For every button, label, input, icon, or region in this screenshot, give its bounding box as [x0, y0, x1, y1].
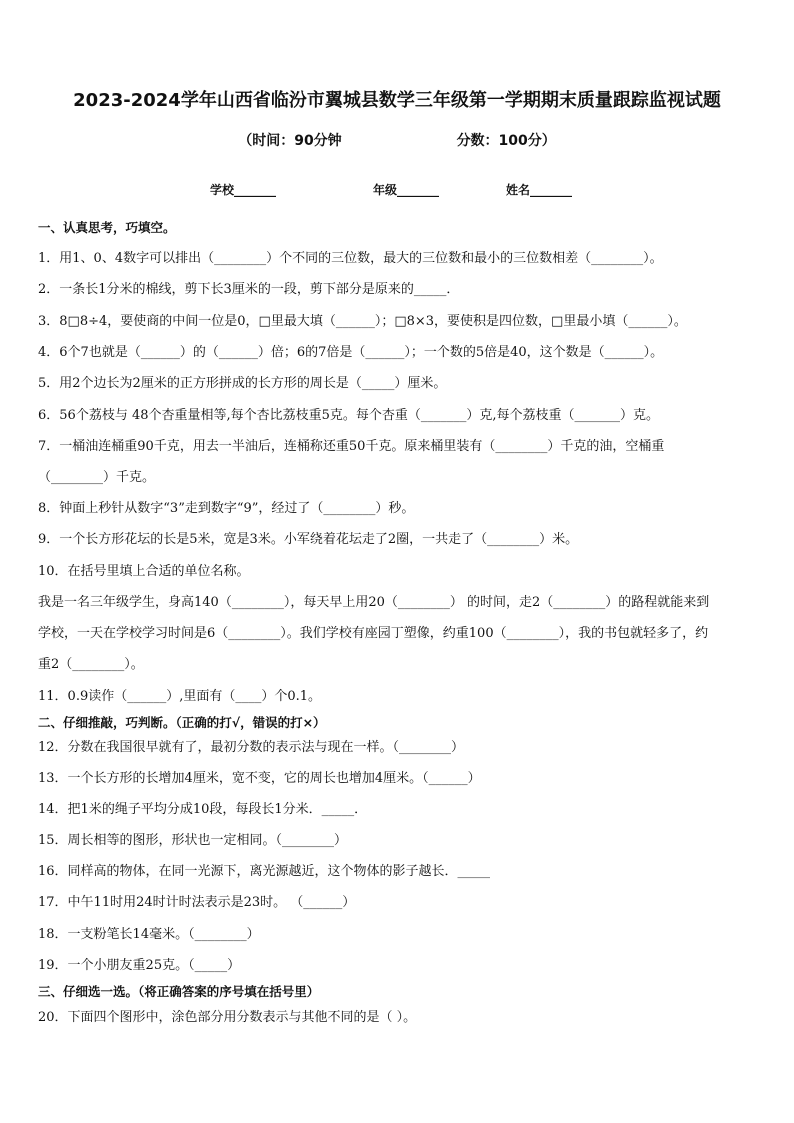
question-line: 18．一支粉笔长14毫米。（________） [38, 927, 260, 942]
section-heading: 一、认真思考，巧填空。 [38, 220, 176, 235]
question-line: 11．0.9读作（______）,里面有（____）个0.1。 [38, 689, 322, 704]
name-field: 姓名_______ [506, 183, 573, 197]
question-line: 我是一名三年级学生，身高140（________），每天早上用20（________） 的时间，走2（________）的路程就能来到 [38, 595, 710, 610]
question-line: 6．56个荔枝与 48个杏重量相等,每个杏比荔枝重5克。每个杏重（_______）克,每个荔枝重（_______）克。 [38, 408, 660, 423]
question-line: 19．一个小朋友重25克。（_____） [38, 958, 241, 973]
question-line: 20．下面四个图形中，涂色部分用分数表示与其他不同的是（ ）。 [38, 1010, 417, 1025]
question-line: 2．一条长1分米的棉线，剪下长3厘米的一段，剪下部分是原来的_____． [38, 282, 460, 297]
question-line: 17．中午11时用24时计时法表示是23时。 （______） [38, 895, 356, 910]
question-line: （________）千克。 [38, 470, 156, 485]
exam-meta [0, 130, 794, 150]
exam-score: 分数：100分） [456, 133, 556, 149]
page-title: 2023-2024学年山西省临汾市翼城县数学三年级第一学期期末质量跟踪监视试题 [73, 90, 721, 111]
question-line: 12．分数在我国很早就有了，最初分数的表示法与现在一样。（________） [38, 740, 465, 755]
question-line: 1．用1、0、4数字可以排出（________）个不同的三位数，最大的三位数和最小的三位数相差（________）。 [38, 251, 663, 266]
question-line: 15．周长相等的图形，形状也一定相同。（________） [38, 833, 348, 848]
question-line: 14．把1米的绳子平均分成10段，每段长1分米．_____． [38, 802, 368, 817]
section-heading: 三、仔细选一选。（将正确答案的序号填在括号里） [38, 984, 320, 999]
section-heading: 二、仔细推敲，巧判断。（正确的打√，错误的打×） [38, 715, 326, 730]
question-line: 7．一桶油连桶重90千克，用去一半油后，连桶称还重50千克。原来桶里装有（________）千克的油，空桶重 [38, 439, 665, 454]
question-line: 5．用2个边长为2厘米的正方形拼成的长方形的周长是（_____）厘米。 [38, 376, 447, 391]
grade-field: 年级_______ [373, 183, 440, 197]
question-line: 10．在括号里填上合适的单位名称。 [38, 564, 250, 579]
question-line: 3．8□8÷4，要使商的中间一位是0，□里最大填（______）；□8×3，要使积是四位数，□里最小填（______）。 [38, 314, 687, 329]
question-line: 4．6个7也就是（______）的（______）倍；6的7倍是（______）；一个数的5倍是40，这个数是（______）。 [38, 345, 664, 360]
question-line: 重2（________）。 [38, 657, 144, 672]
question-line: 学校，一天在学校学习时间是6（________）。我们学校有座园丁塑像，约重100（________），我的书包就轻多了，约 [38, 626, 709, 641]
question-line: 8．钟面上秒针从数字“3”走到数字“9”，经过了（________）秒。 [38, 501, 415, 516]
school-field: 学校_______ [210, 183, 277, 197]
question-line: 16．同样高的物体，在同一光源下，离光源越近，这个物体的影子越长．_____ [38, 864, 491, 879]
question-line: 13．一个长方形的长增加4厘米，宽不变，它的周长也增加4厘米。（______） [38, 771, 481, 786]
question-line: 9．一个长方形花坛的长是5米，宽是3米。小军绕着花坛走了2圈，一共走了（________）米。 [38, 532, 579, 547]
exam-time: （时间：90分钟 [238, 133, 342, 149]
